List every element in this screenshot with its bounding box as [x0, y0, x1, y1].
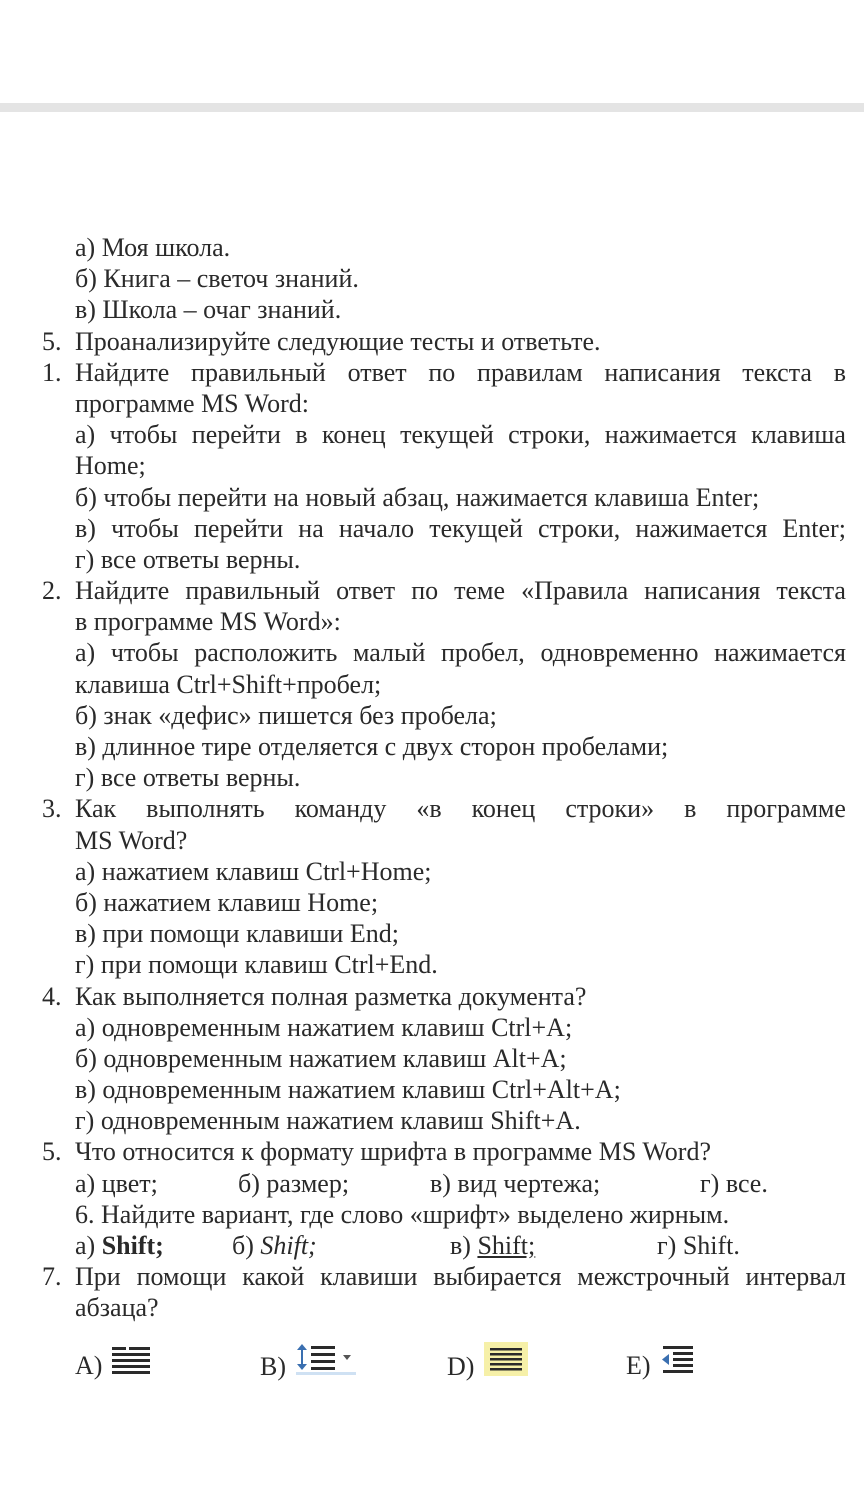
q3-word: конец [471, 794, 536, 824]
q1-opt-c-word: начало [338, 513, 415, 543]
q1-opt-c-word: чтобы [111, 513, 179, 543]
q2-line1 [0, 575, 846, 606]
q1-opt-a-word: нажимается [604, 420, 737, 450]
q6-option-a [75, 1230, 164, 1261]
q5-option-c: в) вид чертежа; [430, 1168, 601, 1198]
q3-word: команду [294, 794, 387, 824]
q7-option-b [260, 1342, 356, 1392]
q2-opt-a-word: одновременно [540, 638, 699, 668]
q1-opt-c-word: Enter; [782, 513, 846, 543]
q3-line2: MS Word? [75, 825, 188, 855]
q2-opt-a-word: а) [75, 638, 96, 668]
q6-option-b [232, 1230, 317, 1261]
q7-word: какой [242, 1262, 305, 1292]
q1-opt-c-word: на [298, 513, 324, 543]
q1-word: текста [742, 357, 812, 387]
q4-option-c: в) одновременным нажатием клавиш Ctrl+Alt+A; [75, 1075, 621, 1105]
q6-options-row [0, 1230, 864, 1261]
q2-option-c: в) длинное тире отделяется с двух сторон пробелами; [75, 732, 669, 761]
document-page [0, 232, 864, 1390]
q3-option-c: в) при помощи клавиши End; [75, 919, 399, 949]
q7-icon-options [0, 1342, 864, 1390]
intro-option-c: в) Школа – очаг знаний. [75, 295, 342, 325]
q1-opt-a-word: чтобы [109, 420, 178, 450]
q6-option-b-prefix: б) [232, 1231, 261, 1260]
q6-option-d: г) Shift. [657, 1231, 740, 1260]
q6-option-a-bold: Shift; [101, 1231, 164, 1260]
q1-option-a-cont: Home; [75, 451, 146, 481]
q4-option-b: б) одновременным нажатием клавиш Alt+A; [75, 1043, 567, 1073]
q1-opt-c-word: строки, [538, 513, 621, 543]
q2-word: Найдите [75, 576, 170, 606]
q2-opt-a-word: чтобы [110, 638, 179, 668]
q3-option-b: б) нажатием клавиш Home; [75, 887, 379, 917]
task-number: 5. [42, 326, 62, 356]
q1-option-b: б) чтобы перейти на новый абзац, нажимается клавиша Enter; [75, 482, 760, 512]
q7-option-e-label: E) [626, 1350, 651, 1380]
task-heading [0, 326, 864, 357]
q7-word: помощи [136, 1262, 227, 1292]
q1-option-d: г) все ответы верны. [75, 544, 301, 574]
q3-word: «в [416, 794, 442, 824]
q4-number: 4. [42, 981, 62, 1011]
q6-option-a-prefix: а) [75, 1231, 102, 1260]
q2-word: написания [644, 576, 761, 606]
q1-opt-a-word: перейти [191, 420, 281, 450]
q5-options-row [0, 1168, 864, 1199]
q3-option-a: а) нажатием клавиш Ctrl+Home; [75, 856, 432, 886]
q3-line1 [0, 793, 846, 824]
q3-word: строки» [565, 794, 655, 824]
q2-word: ответ [336, 576, 396, 606]
top-divider-bar [0, 103, 864, 112]
q3-word: в [684, 794, 697, 824]
task-text: Проанализируйте следующие тесты и ответьте. [75, 326, 601, 356]
q1-word: правильный [191, 357, 326, 387]
q2-number: 2. [42, 576, 62, 606]
q4-text: Как выполняется полная разметка документа? [75, 981, 587, 1011]
q2-word: правильный [185, 576, 321, 606]
q1-option-c [0, 513, 846, 544]
q7-word: При [75, 1262, 121, 1292]
q1-line1 [0, 357, 846, 388]
q2-option-b: б) знак «дефис» пишется без пробела; [75, 700, 497, 730]
q1-number: 1. [42, 357, 62, 387]
q3-number: 3. [42, 794, 62, 824]
q5-option-d: г) все. [700, 1168, 768, 1198]
q3-word: программе [726, 794, 846, 824]
q1-word: Найдите [75, 357, 170, 387]
q2-word: по [411, 576, 439, 606]
q7-option-d-label: D) [447, 1351, 475, 1381]
q2-opt-a-word: малый [352, 638, 426, 668]
q2-option-a [0, 637, 846, 668]
q1-opt-c-word: в) [75, 513, 96, 543]
decrease-indent-icon [661, 1342, 695, 1390]
q3-word: Как [75, 794, 117, 824]
q6-line1: 6. Найдите вариант, где слово «шрифт» выделено жирным. [75, 1199, 730, 1229]
line-spacing-icon [296, 1342, 356, 1392]
q7-word: выбирается [433, 1262, 562, 1292]
q1-opt-a-word: конец [322, 420, 386, 450]
q7-option-a-label: A) [75, 1350, 103, 1380]
q2-option-a-cont: клавиша Ctrl+Shift+пробел; [75, 669, 382, 699]
q7-option-b-label: B) [260, 1351, 286, 1381]
q1-opt-a-word: в [295, 420, 308, 450]
q6-option-b-italic: Shift; [260, 1231, 317, 1260]
q3-option-d: г) при помощи клавиш Ctrl+End. [75, 950, 438, 980]
q6-option-c-underlined: Shift; [477, 1231, 536, 1260]
q3-word: выполнять [146, 794, 265, 824]
q1-opt-a-word: клавиша [751, 420, 846, 450]
q7-line2: абзаца? [75, 1293, 159, 1323]
q1-opt-c-word: нажимается [635, 513, 768, 543]
q5-number: 5. [42, 1137, 62, 1167]
q5-option-a: а) цвет; [75, 1168, 158, 1198]
justify-align-icon [112, 1342, 150, 1390]
q1-opt-c-word: перейти [193, 513, 284, 543]
q7-word: клавиши [320, 1262, 418, 1292]
q1-opt-a-word: текущей [400, 420, 494, 450]
q1-opt-c-word: текущей [429, 513, 523, 543]
q7-word: интервал [745, 1262, 846, 1292]
q1-word: написания [604, 357, 721, 387]
q2-word: текста [776, 576, 846, 606]
q1-option-a [0, 419, 846, 450]
q2-opt-a-word: пробел, [440, 638, 525, 668]
q7-option-d [447, 1342, 528, 1392]
q1-line2: программе MS Word: [75, 388, 310, 418]
q2-option-d: г) все ответы верны. [75, 763, 301, 793]
q2-line2: в программе MS Word»: [75, 607, 341, 637]
q1-word: правилам [477, 357, 583, 387]
q2-opt-a-word: нажимается [714, 638, 846, 668]
q7-option-e [626, 1342, 695, 1390]
q4-option-a: а) одновременным нажатием клавиш Ctrl+A; [75, 1012, 573, 1042]
q2-opt-a-word: расположить [194, 638, 338, 668]
q2-word: «Правила [521, 576, 629, 606]
highlighted-justify-icon [484, 1342, 528, 1392]
q7-option-a [75, 1342, 150, 1390]
q7-word: межстрочный [577, 1262, 730, 1292]
q1-opt-a-word: а) [75, 420, 96, 450]
q5-option-b: б) размер; [238, 1168, 350, 1198]
q1-word: в [833, 357, 846, 387]
q1-word: по [428, 357, 456, 387]
q4-line1 [0, 981, 864, 1012]
q5-line1 [0, 1136, 864, 1167]
q7-line1 [0, 1261, 846, 1292]
q6-option-c [450, 1230, 535, 1261]
q6-option-c-prefix: в) [450, 1231, 478, 1260]
q4-option-d: г) одновременным нажатием клавиш Shift+A. [75, 1106, 581, 1136]
q2-word: теме [454, 576, 506, 606]
intro-option-a: а) Моя школа. [75, 233, 231, 262]
intro-option-b: б) Книга – светоч знаний. [75, 264, 359, 294]
q1-word: ответ [347, 357, 407, 387]
q7-number: 7. [42, 1262, 62, 1292]
q1-opt-a-word: строки, [508, 420, 591, 450]
q5-text: Что относится к формату шрифта в программе MS Word? [75, 1137, 711, 1167]
